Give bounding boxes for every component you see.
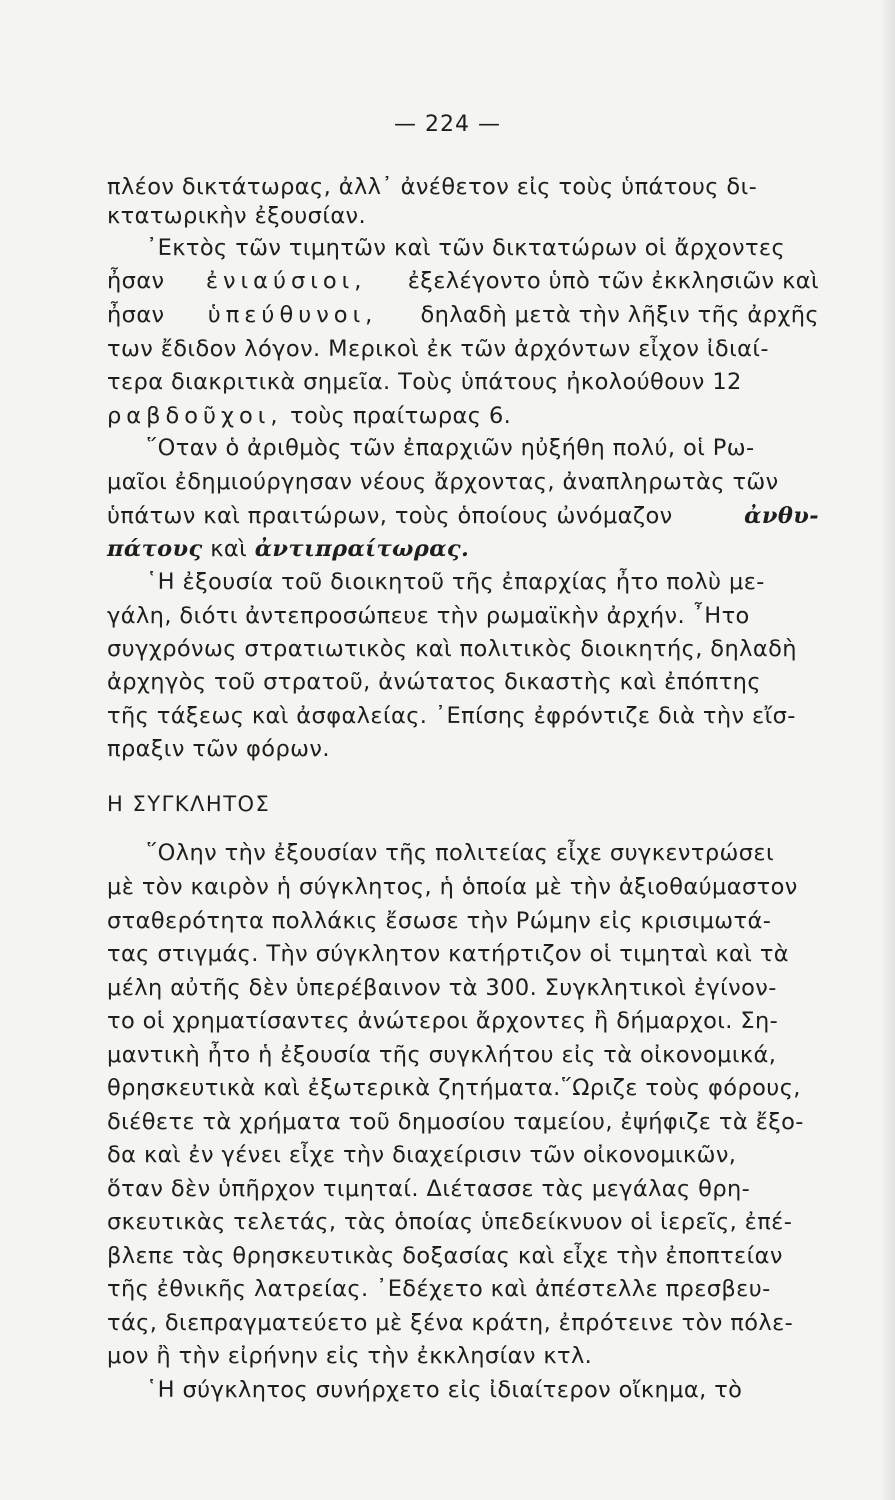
bold-term: ἀνθυ-: [744, 503, 819, 529]
text-line: των ἔδιδον λόγον. Μερικοὶ ἐκ τῶν ἀρχόντων εἶχον ἰδιαί-: [107, 336, 769, 362]
bold-term: ἀντιπραίτωρας.: [254, 536, 470, 562]
text-line: πλέον δικτάτωρας, ἀλλ᾿ ἀνέθετον εἰς τοὺς ὑπάτους δι-: [107, 174, 758, 200]
text-line: ᾿Εκτὸς τῶν τιμητῶν καὶ τῶν δικτατώρων οἱ ἄρχοντες: [146, 235, 786, 261]
text-line: δα καὶ ἐν γένει εἶχε τὴν διαχείρισιν τῶν οἰκονομικῶν,: [107, 1142, 737, 1168]
text-line: τῆς ἐθνικῆς λατρείας. ᾿Εδέχετο καὶ ἀπέστελλε πρεσβευ-: [107, 1276, 771, 1302]
text-line: ὑπάτων καὶ πραιτώρων, τοὺς ὁποίους ὠνόμαζον ἀνθυ-: [107, 503, 819, 529]
text-line: μαντικὴ ἦτο ἡ ἐξουσία τῆς συγκλήτου εἰς τὰ οἰκονομικά,: [107, 1042, 777, 1068]
text-line: τας στιγμάς. Τὴν σύγκλητον κατήρτιζον οἱ τιμηταὶ καὶ τὰ: [107, 941, 790, 967]
text-line: τῆς τάξεως καὶ ἀσφαλείας. ᾿Επίσης ἐφρόντιζε διὰ τὴν εἴσ-: [107, 703, 796, 729]
text-line: ραβδοῦχοι, τοὺς πραίτωρας 6.: [107, 403, 512, 429]
text-line: ὅταν δὲν ὑπῆρχον τιμηταί. Διέτασσε τὰς μεγάλας θρη-: [107, 1176, 751, 1202]
spaced-term: ραβδοῦχοι,: [107, 403, 283, 429]
text-line: κτατωρικὴν ἐξουσίαν.: [107, 203, 367, 229]
text-line: ἀρχηγὸς τοῦ στρατοῦ, ἀνώτατος δικαστὴς καὶ ἐπόπτης: [107, 669, 761, 695]
text-line: ἦσαν ὑπεύθυνοι, δηλαδὴ μετὰ τὴν λῆξιν τῆς ἀρχῆς: [107, 302, 819, 328]
section-heading: Η ΣΥΓΚΛΗΤΟΣ: [107, 792, 271, 816]
text-line: ἦσαν ἐνιαύσιοι, ἐξελέγοντο ὑπὸ τῶν ἐκκλησιῶν καὶ: [107, 268, 819, 294]
text-line: βλεπε τὰς θρησκευτικὰς δοξασίας καὶ εἶχε τὴν ἐποπτείαν: [107, 1243, 783, 1269]
page-gutter-shadow: [881, 0, 895, 1500]
text-line: το οἱ χρηματίσαντες ἀνώτεροι ἄρχοντες ἢ δήμαρχοι. Ση-: [107, 1008, 779, 1034]
text-line: θρησκευτικὰ καὶ ἐξωτερικὰ ζητήματα.῞Ωριζε τοὺς φόρους,: [107, 1075, 801, 1101]
text-line: διέθετε τὰ χρήματα τοῦ δημοσίου ταμείου, ἐψήφιζε τὰ ἔξο-: [107, 1109, 804, 1135]
text-line: τερα διακριτικὰ σημεῖα. Τοὺς ὑπάτους ἠκολούθουν 12: [107, 369, 742, 395]
text-line: γάλη, διότι ἀντεπροσώπευε τὴν ρωμαϊκὴν ἀρχήν. ῏Ητο: [107, 603, 750, 629]
spaced-term: ὑπεύθυνοι,: [207, 302, 378, 328]
text-line: σταθερότητα πολλάκις ἔσωσε τὴν Ρώμην εἰς κρισιμωτά-: [107, 908, 772, 934]
text-line: μὲ τὸν καιρὸν ἡ σύγκλητος, ἡ ὁποία μὲ τὴν ἀξιοθαύμαστον: [107, 874, 798, 900]
text-line: τάς, διεπραγματεύετο μὲ ξένα κράτη, ἐπρότεινε τὸν πόλε-: [107, 1310, 794, 1336]
text-line: ῾Η ἐξουσία τοῦ διοικητοῦ τῆς ἐπαρχίας ἦτο πολὺ με-: [146, 569, 765, 595]
text-line: ῾Η σύγκλητος συνήρχετο εἰς ἰδιαίτερον οἴκημα, τὸ: [146, 1377, 743, 1403]
bold-term: πάτους: [107, 536, 203, 562]
text-line: συγχρόνως στρατιωτικὸς καὶ πολιτικὸς διοικητής, δηλαδὴ: [107, 636, 797, 662]
text-line: μέλη αὐτῆς δὲν ὑπερέβαινον τὰ 300. Συγκλητικοὶ ἐγίνον-: [107, 975, 777, 1001]
page-number: — 224 —: [394, 112, 501, 137]
text-line: πάτους καὶ ἀντιπραίτωρας.: [107, 536, 470, 562]
text-line: πραξιν τῶν φόρων.: [107, 736, 330, 762]
text-line: ῞Ολην τὴν ἐξουσίαν τῆς πολιτείας εἶχε συγκεντρώσει: [146, 840, 774, 866]
spaced-term: ἐνιαύσιοι,: [205, 268, 367, 294]
text-line: σκευτικὰς τελετάς, τὰς ὁποίας ὑπεδείκνυον οἱ ἱερεῖς, ἐπέ-: [107, 1209, 793, 1235]
text-line: μον ἢ τὴν εἰρήνην εἰς τὴν ἐκκλησίαν κτλ.: [107, 1343, 593, 1369]
text-line: μαῖοι ἐδημιούργησαν νέους ἄρχοντας, ἀναπληρωτὰς τῶν: [107, 469, 779, 495]
text-line: ῞Οταν ὁ ἀριθμὸς τῶν ἐπαρχιῶν ηὐξήθη πολύ, οἱ Ρω-: [146, 435, 755, 461]
